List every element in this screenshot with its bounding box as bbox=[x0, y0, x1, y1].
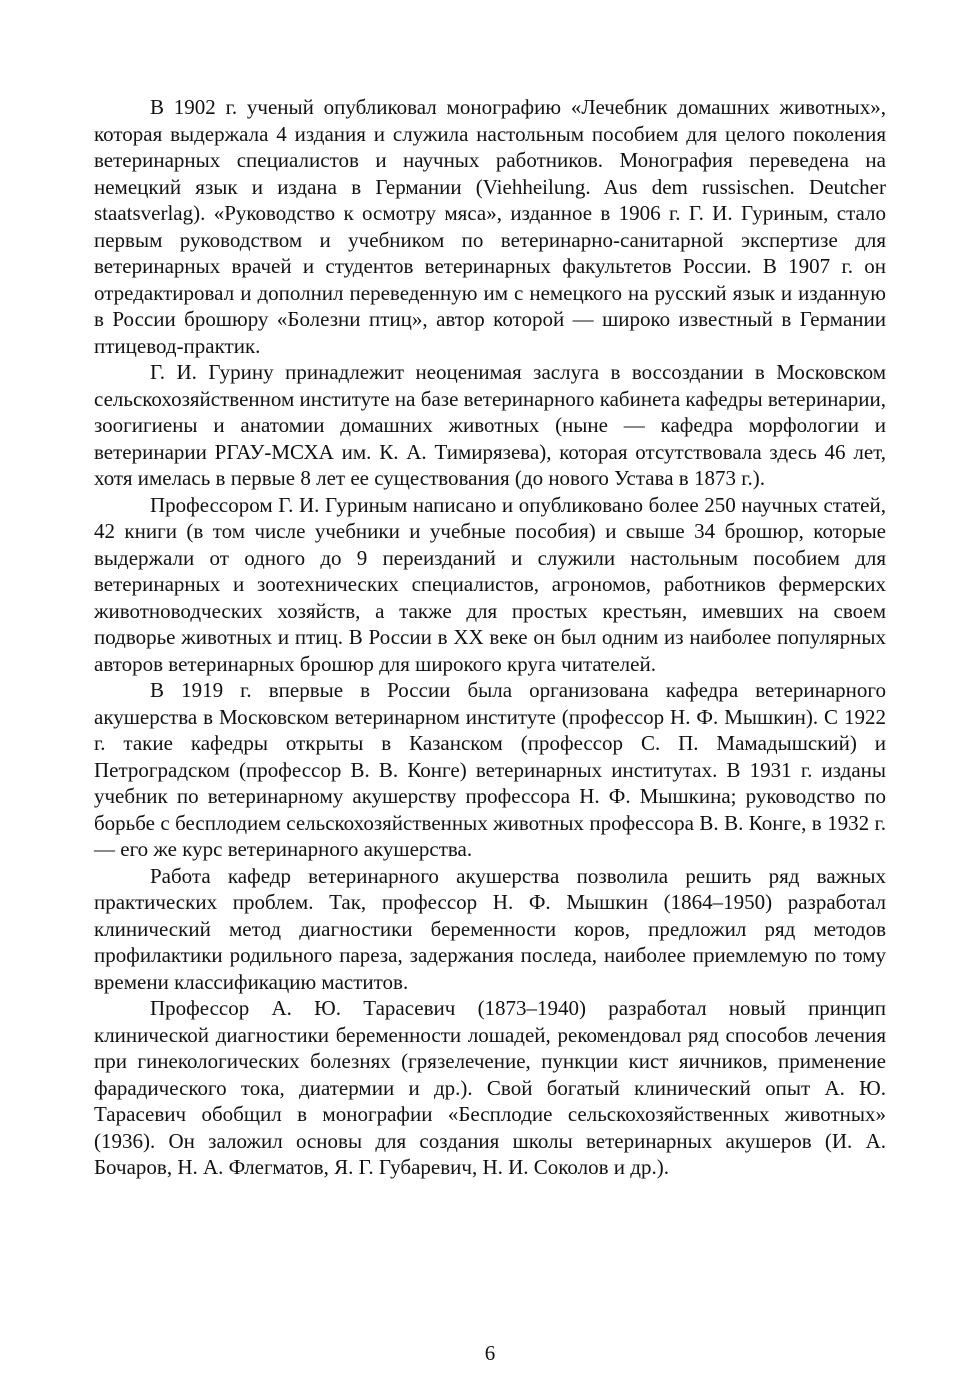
document-page bbox=[94, 94, 886, 1181]
paragraph-myshkin-work: Работа кафедр ветеринарного акушерства позволила решить ряд важных практических проблем. Так, профессор Н. Ф. Мышкин (1864–1950) разработал клинический метод диагностики беременности коров, предложил ряд методов профилактики родильного пареза, задержания последа, наиболее приемлемую по тому времени классификацию маститов. bbox=[94, 863, 886, 994]
paragraph-gurin-department: Г. И. Гурину принадлежит неоценимая заслуга в воссоздании в Московском сельскохозяйственном институте на базе ветеринарного кабинета кафедры ветеринарии, зоогигиены и анатомии домашних животных (ныне — кафедра морфологии и ветеринарии РГАУ-МСХА им. К. А. Тимирязева), которая отсутствовала здесь 46 лет, хотя имелась в первые 8 лет ее существования (до нового Устава в 1873 г.). bbox=[94, 360, 886, 490]
paragraph-gurin-publications: Профессором Г. И. Гуриным написано и опубликовано более 250 научных статей, 42 книги (в том числе учебники и учебные пособия) и свыше 34 брошюр, которые выдержали от одного до 9 переизданий и служили настольным пособием для ветеринарных и зоотехнических специалистов, агрономов, работников фермерских животноводческих хозяйств, а также для простых крестьян, имевших на своем подворье животных и птиц. В России в XX веке он был одним из наиболее популярных авторов ветеринарных брошюр для широкого круга читателей. bbox=[94, 492, 886, 676]
paragraph-tarasevich-work: Профессор А. Ю. Тарасевич (1873–1940) разработал новый принцип клинической диагностики беременности лошадей, рекомендовал ряд способов лечения при гинекологических болезнях (грязелечение, пункции кист яичников, применение фарадического тока, диатермии и др.). Свой богатый клинический опыт А. Ю. Тарасевич обобщил в монографии «Бесплодие сельскохозяйственных животных» (1936). Он заложил основы для создания школы ветеринарных акушеров (И. А. Бочаров, Н. А. Флегматов, Я. Г. Губаревич, Н. И. Соколов и др.). bbox=[94, 996, 886, 1179]
paragraph-obstetrics-department-1919: В 1919 г. впервые в России была организована кафедра ветеринарного акушерства в Московском ветеринарном институте (профессор Н. Ф. Мышкин). С 1922 г. такие кафедры открыты в Казанском (профессор С. П. Мамадышский) и Петроградском (профессор В. В. Конге) ветеринарных институтах. В 1931 г. изданы учебник по ветеринарному акушерству профессора Н. Ф. Мышкина; руководство по борьбе с бесплодием сельскохозяйственных животных профессора В. В. Конге, в 1932 г. — его же курс ветеринарного акушерства. bbox=[94, 678, 886, 861]
page-number: 6 bbox=[484, 1341, 496, 1365]
paragraph-monograph-1902: В 1902 г. ученый опубликовал монографию «Лечебник домашних животных», которая выдержала 4 издания и служила настольным пособием для целого поколения ветеринарных специалистов и научных работников. Монография переведена на немецкий язык и издана в Германии (Viehheilung. Aus dem russischen. Deutcher staatsverlag). «Руководство к осмотру мяса», изданное в 1906 г. Г. И. Гуриным, стало первым руководством и учебником по ветеринарно-санитарной экспертизе для ветеринарных врачей и студентов ветеринарных факультетов России. В 1907 г. он отредактировал и дополнил переведенную им с немецкого на русский язык и изданную в России брошюру «Болезни птиц», автор которой — широко известный в Германии птицевод-практик. bbox=[94, 95, 886, 358]
